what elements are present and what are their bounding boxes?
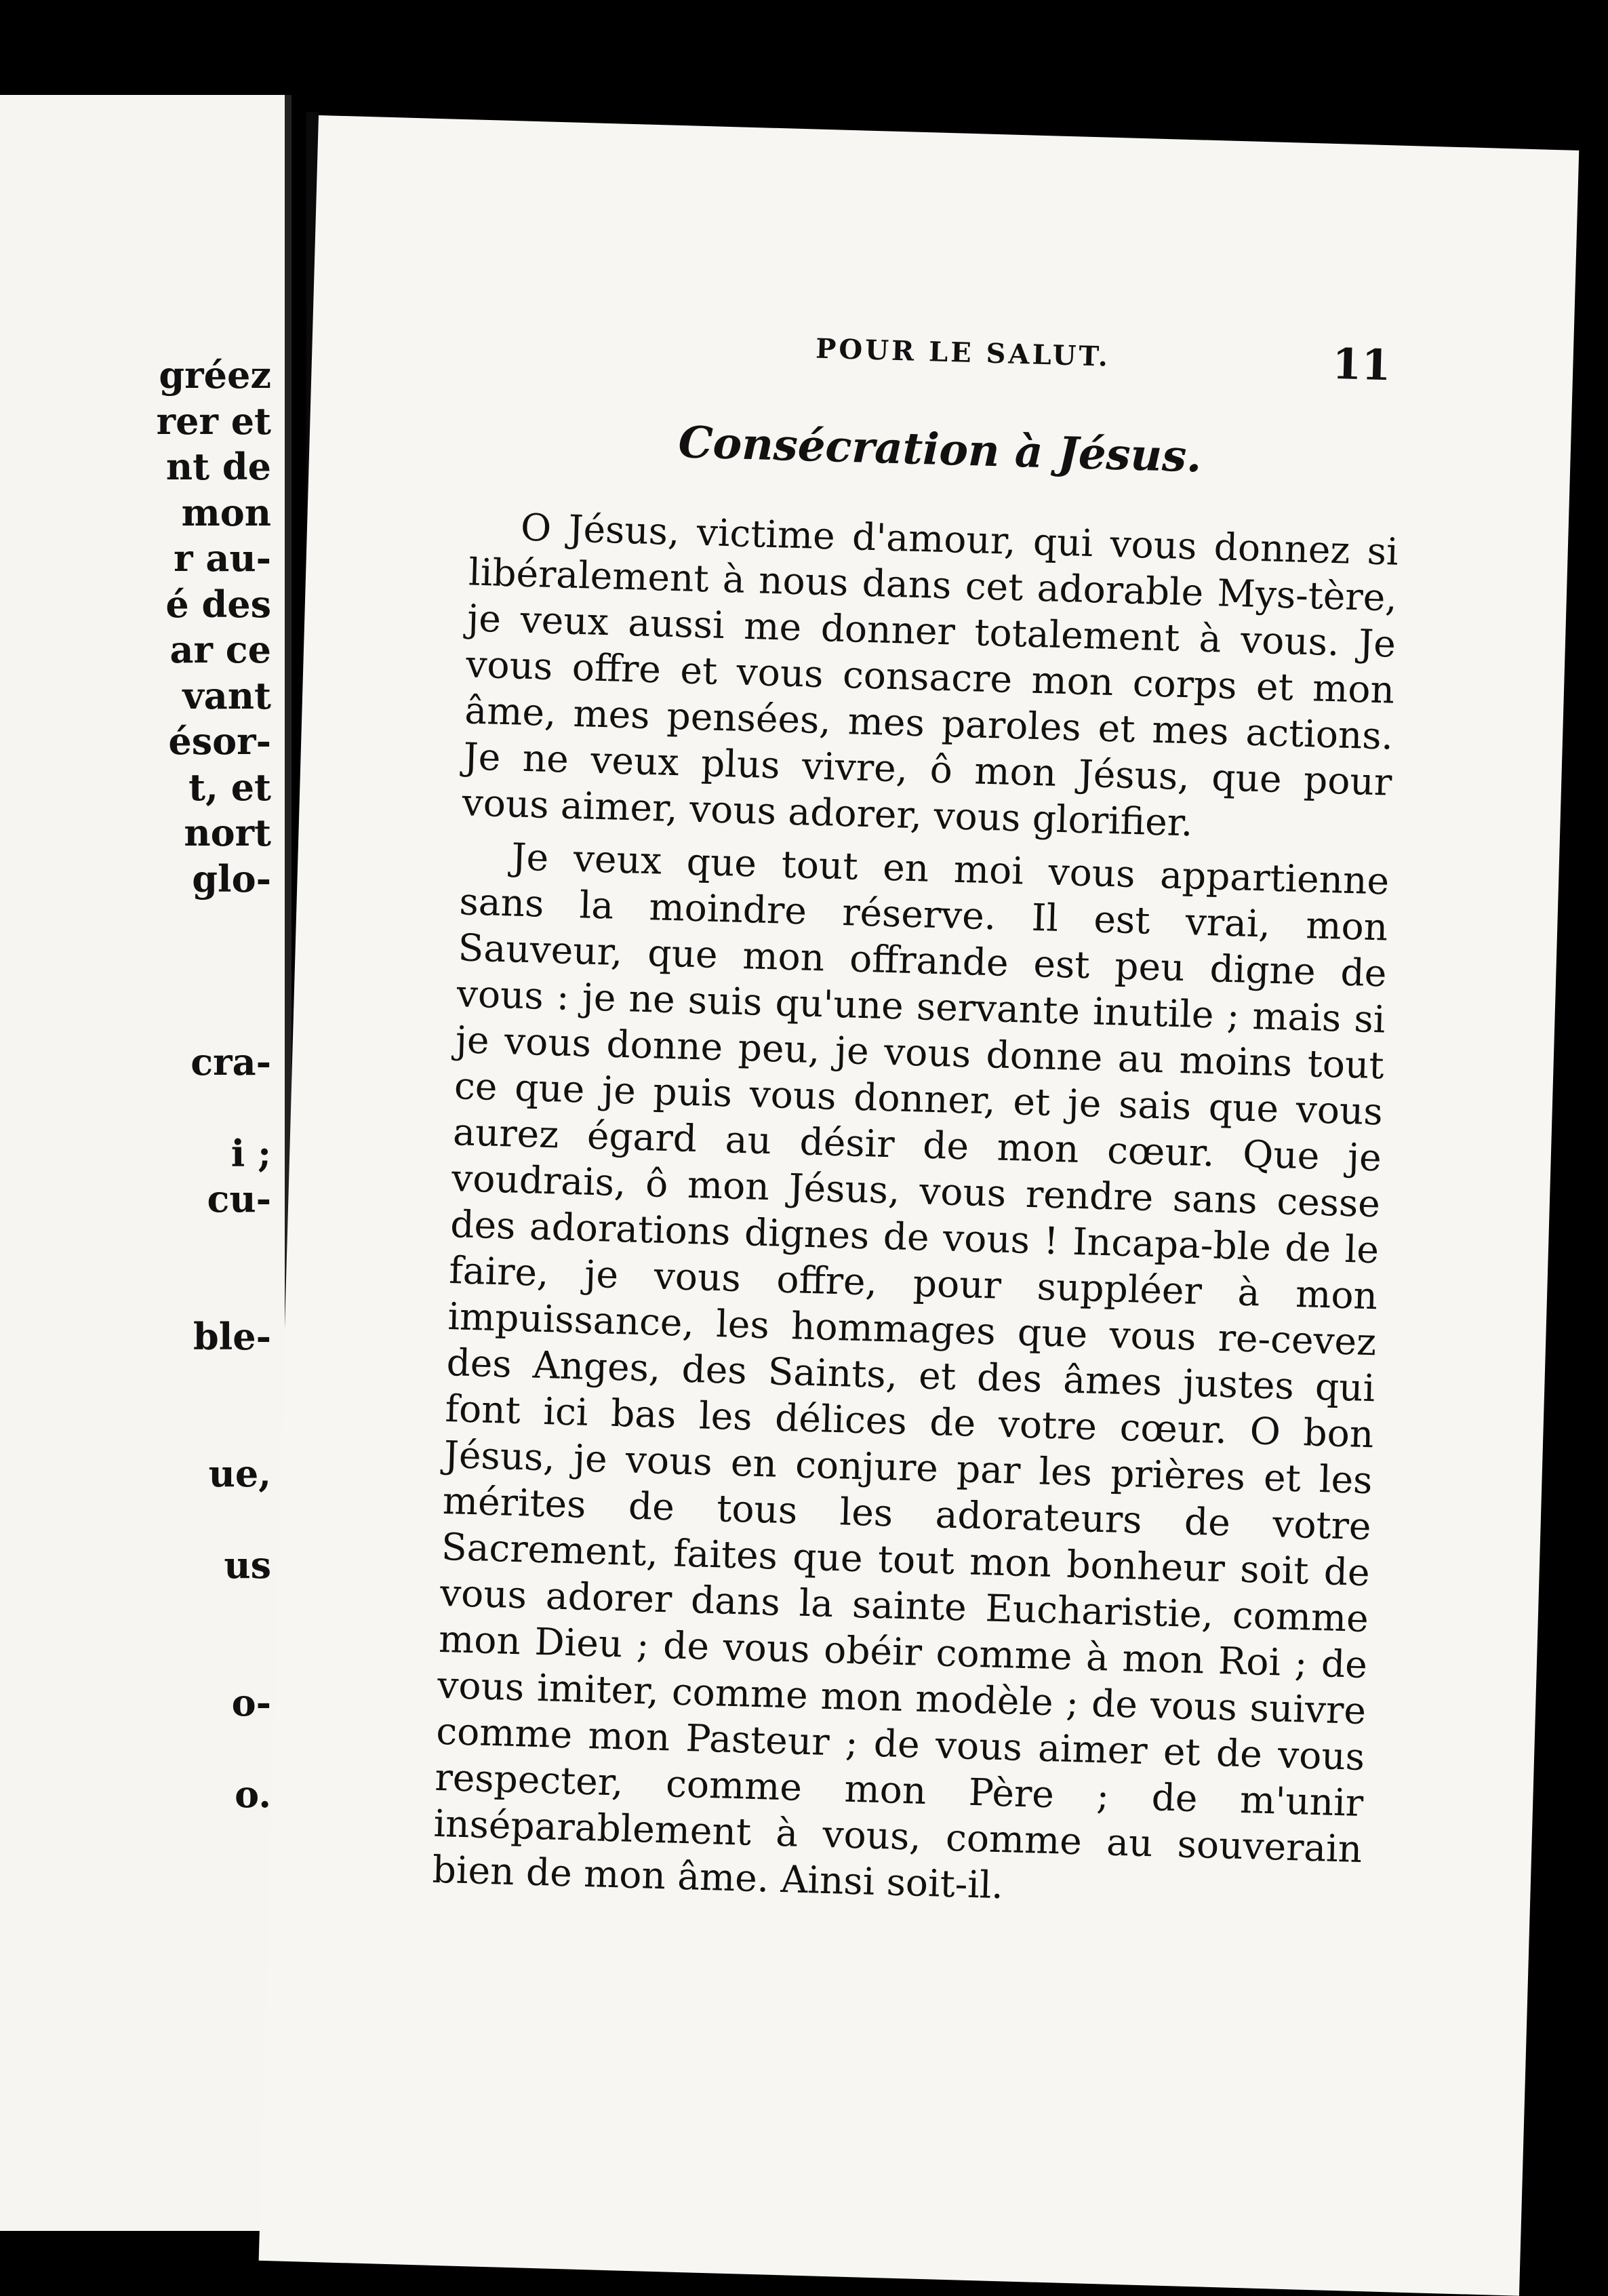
left-line: r au- bbox=[174, 536, 271, 580]
left-line: ble- bbox=[193, 1314, 271, 1358]
left-line bbox=[68, 902, 271, 948]
left-line bbox=[68, 1085, 271, 1131]
left-line bbox=[68, 1589, 271, 1635]
left-line: nort bbox=[184, 811, 271, 854]
left-page bbox=[0, 95, 285, 2231]
left-line bbox=[68, 1223, 271, 1269]
right-page bbox=[259, 115, 1580, 2296]
running-head: POUR LE SALUT. bbox=[815, 332, 1111, 373]
left-line: cu- bbox=[207, 1177, 271, 1221]
left-line: i ; bbox=[230, 1131, 271, 1175]
left-line: ésor- bbox=[168, 719, 271, 763]
left-line: nt de bbox=[165, 445, 271, 488]
left-line: t, et bbox=[188, 765, 271, 809]
left-line: o. bbox=[235, 1772, 271, 1816]
left-line: ar ce bbox=[169, 628, 271, 671]
left-line: glo- bbox=[192, 856, 271, 900]
left-line: é des bbox=[165, 582, 271, 626]
left-line bbox=[68, 1726, 271, 1772]
left-line: gréez bbox=[159, 353, 271, 397]
left-line bbox=[68, 993, 271, 1040]
left-line: rer et bbox=[156, 399, 271, 443]
paragraph: O Jésus, victime d'amour, qui vous donnez si libéralement à nous dans cet adorable Mys-tère, je veux aussi me donner totalement à vous. Je vous offre et vous consacre mon corps et mon âme, mes pensées, mes paroles et mes actions. Je ne veux plus vivre, ô mon Jésus, que pour vous aimer, vous adorer, vous glorifier. bbox=[461, 505, 1399, 845]
page-header bbox=[311, 319, 1573, 408]
left-line: vant bbox=[182, 673, 271, 717]
left-line: cra- bbox=[190, 1040, 271, 1084]
left-line bbox=[68, 1406, 271, 1452]
left-line bbox=[68, 1360, 271, 1406]
body-text bbox=[432, 502, 1399, 1924]
left-line: ue, bbox=[208, 1452, 271, 1495]
left-line: us bbox=[224, 1543, 271, 1587]
left-line bbox=[68, 1634, 271, 1680]
left-line bbox=[68, 948, 271, 994]
section-title: Consécration à Jésus. bbox=[677, 417, 1203, 483]
left-line bbox=[68, 1268, 271, 1314]
left-line: o- bbox=[231, 1680, 271, 1724]
left-page-text bbox=[68, 353, 271, 1817]
paragraph: Je veux que tout en moi vous appartienne sans la moindre réserve. Il est vrai, mon Sauveur, que mon offrande est peu digne de vous : je ne suis qu'une servante inutile ; mais si je vous donne peu, je vous donne au moins tout ce que je puis vous donner, et je sais que vous aurez égard au désir de mon cœur. Que je voudrais, ô mon Jésus, vous rendre sans cesse des adorations dignes de vous ! Incapa-ble de le faire, je vous offre, pour suppléer à mon impuissance, les hommages que vous re-cevez des Anges, des Saints, et des âmes justes qui font ici bas les délices de votre cœur. O bon Jésus, je vous en conjure par les prières et les mérites de tous les adorateurs de votre Sacrement, faites que tout mon bonheur soit de vous adorer dans la sainte Eucharistie, comme mon Dieu ; de vous obéir comme à mon Roi ; de vous imiter, comme mon modèle ; de vous suivre comme mon Pasteur ; de vous aimer et de vous respecter, comme mon Père ; de m'unir inséparablement à vous, comme au souverain bien de mon âme. Ainsi soit-il. bbox=[431, 835, 1390, 1907]
left-line bbox=[68, 1497, 271, 1543]
page-number: 11 bbox=[1331, 338, 1392, 391]
left-line: mon bbox=[181, 490, 271, 534]
